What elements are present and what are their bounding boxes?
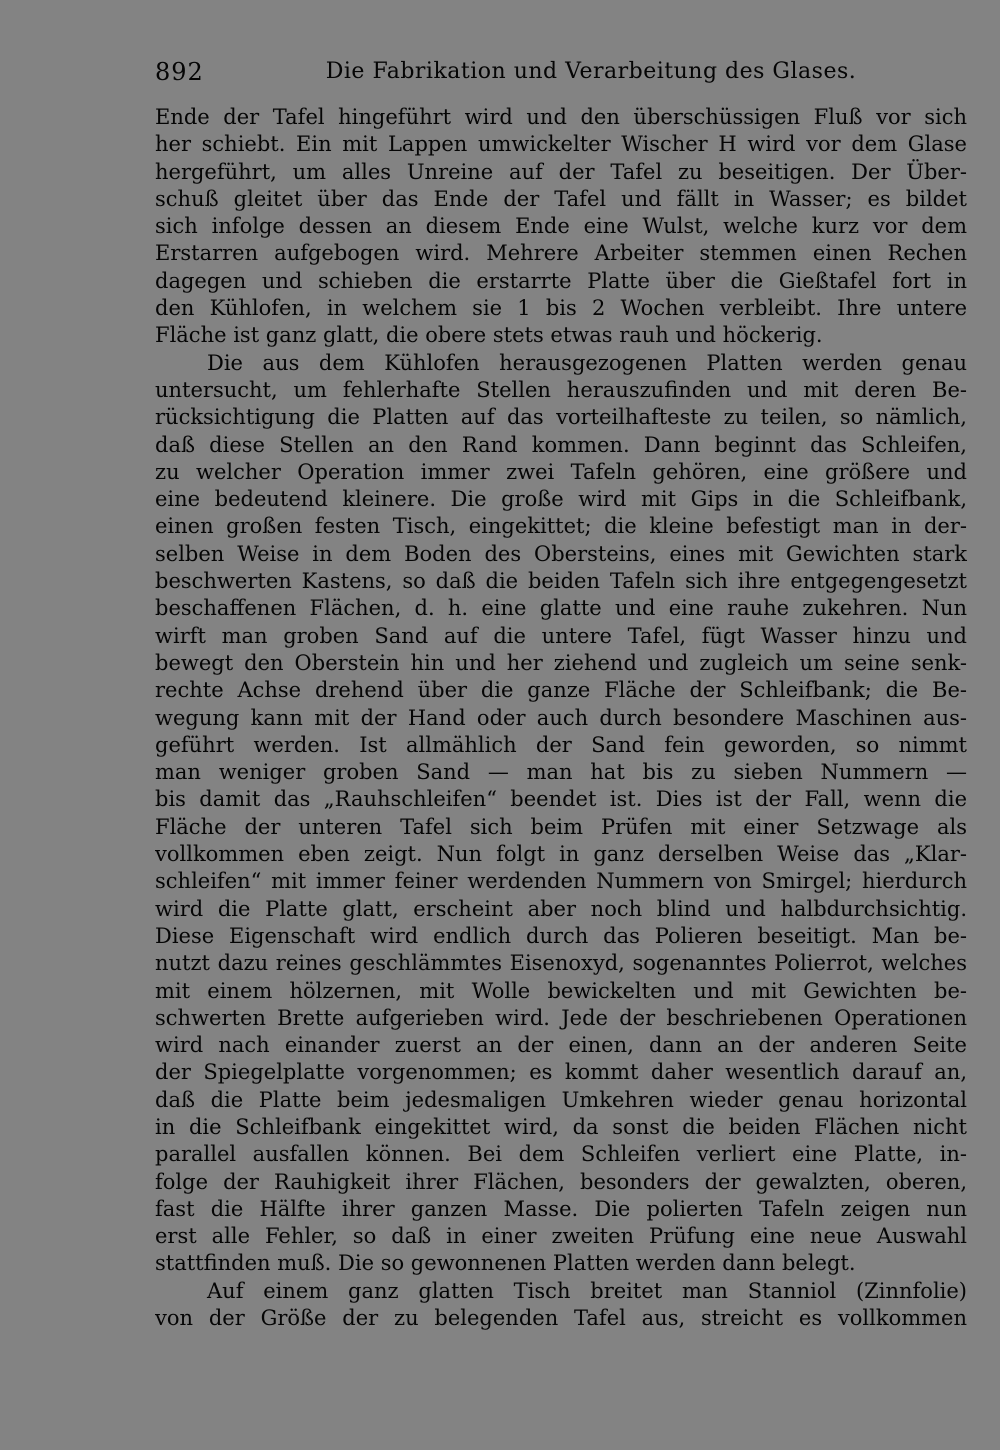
text-line: geführt werden. Ist allmählich der Sand fein geworden, so nimmt	[155, 732, 967, 757]
text-line: beschaffenen Flächen, d. h. eine glatte und eine rauhe zukehren. Nun	[155, 596, 967, 621]
paragraph	[155, 104, 967, 350]
text-line: der Spiegelplatte vorgenommen; es kommt daher wesentlich darauf an,	[155, 1060, 967, 1085]
text-line: vollkommen eben zeigt. Nun folgt in ganz derselben Weise das „Klar-	[155, 842, 967, 867]
text-line: wird nach einander zuerst an der einen, dann an der anderen Seite	[155, 1033, 967, 1058]
text-line: Diese Eigenschaft wird endlich durch das Polieren beseitigt. Man be-	[155, 923, 967, 948]
text-line: man weniger groben Sand — man hat bis zu sieben Nummern —	[155, 760, 967, 785]
document-page	[155, 50, 967, 1332]
text-line: Fläche der unteren Tafel sich beim Prüfen mit einer Setzwage als	[155, 814, 967, 839]
text-line: hergeführt, um alles Unreine auf der Tafel zu beseitigen. Der Über-	[155, 159, 967, 184]
text-line: den Kühlofen, in welchem sie 1 bis 2 Wochen verbleibt. Ihre untere	[155, 296, 967, 321]
text-line: parallel ausfallen können. Bei dem Schleifen verliert eine Platte, in-	[155, 1142, 967, 1167]
text-line: eine bedeutend kleinere. Die große wird mit Gips in die Schleifbank,	[155, 487, 967, 512]
text-line: Ende der Tafel hingeführt wird und den überschüssigen Fluß vor sich	[155, 105, 967, 129]
text-line: in die Schleifbank eingekittet wird, da sonst die beiden Flächen nicht	[155, 1114, 967, 1139]
text-line: Erstarren aufgebogen wird. Mehrere Arbeiter stemmen einen Rechen	[155, 241, 967, 266]
text-line: bis damit das „Rauhschleifen“ beendet ist. Dies ist der Fall, wenn die	[155, 787, 967, 812]
text-line: stattfinden muß. Die so gewonnenen Platten werden dann belegt.	[155, 1251, 856, 1276]
text-line: erst alle Fehler, so daß in einer zweiten Prüfung eine neue Auswahl	[155, 1224, 967, 1249]
text-line: folge der Rauhigkeit ihrer Flächen, besonders der gewalzten, oberen,	[155, 1169, 967, 1194]
text-line: wirft man groben Sand auf die untere Tafel, fügt Wasser hinzu und	[155, 623, 967, 648]
text-line: daß die Platte beim jedesmaligen Umkehren wieder genau horizontal	[155, 1087, 967, 1112]
text-line: schwerten Brette aufgerieben wird. Jede der beschriebenen Operationen	[155, 1005, 967, 1030]
text-line: von der Größe der zu belegenden Tafel aus, streicht es vollkommen	[155, 1306, 967, 1331]
text-line: untersucht, um fehlerhafte Stellen herauszufinden und mit deren Be-	[155, 377, 967, 402]
paragraph	[155, 1278, 967, 1333]
text-line: daß diese Stellen an den Rand kommen. Dann beginnt das Schleifen,	[155, 432, 967, 457]
page-number: 892	[155, 58, 204, 86]
text-line: sich infolge dessen an diesem Ende eine Wulst, welche kurz vor dem	[155, 214, 967, 239]
text-line: Fläche ist ganz glatt, die obere stets etwas rauh und höckerig.	[155, 323, 823, 348]
body-text	[155, 104, 967, 1332]
text-line: Auf einem ganz glatten Tisch breitet man Stanniol (Zinnfolie)	[207, 1278, 967, 1303]
text-line: schleifen“ mit immer feiner werdenden Nummern von Smirgel; hierdurch	[155, 869, 967, 894]
paragraph	[155, 350, 967, 1278]
text-line: mit einem hölzernen, mit Wolle bewickelten und mit Gewichten be-	[155, 978, 967, 1003]
text-line: nutzt dazu reines geschlämmtes Eisenoxyd, sogenanntes Polierrot, welches	[155, 951, 967, 976]
text-line: Die aus dem Kühlofen herausgezogenen Platten werden genau	[207, 350, 967, 375]
text-line: rechte Achse drehend über die ganze Fläche der Schleifbank; die Be-	[155, 678, 967, 703]
text-line: fast die Hälfte ihrer ganzen Masse. Die polierten Tafeln zeigen nun	[155, 1196, 967, 1221]
text-line: bewegt den Oberstein hin und her ziehend und zugleich um seine senk-	[155, 650, 967, 675]
text-line: schuß gleitet über das Ende der Tafel und fällt in Wasser; es bildet	[155, 186, 967, 211]
text-line: einen großen festen Tisch, eingekittet; die kleine befestigt man in der-	[155, 514, 967, 539]
text-line: zu welcher Operation immer zwei Tafeln gehören, eine größere und	[155, 459, 967, 484]
text-line: wird die Platte glatt, erscheint aber noch blind und halbdurchsichtig.	[155, 896, 967, 921]
text-line: her schiebt. Ein mit Lappen umwickelter Wischer H wird vor dem Glase	[155, 132, 967, 157]
text-line: wegung kann mit der Hand oder auch durch besondere Maschinen aus-	[155, 705, 967, 730]
text-line: rücksichtigung die Platten auf das vorteilhafteste zu teilen, so nämlich,	[155, 405, 967, 430]
running-title: Die Fabrikation und Verarbeitung des Glases.	[325, 59, 857, 84]
text-line: beschwerten Kastens, so daß die beiden Tafeln sich ihre entgegengesetzt	[155, 569, 967, 594]
text-line: dagegen und schieben die erstarrte Platte über die Gießtafel fort in	[155, 268, 967, 293]
text-line: selben Weise in dem Boden des Obersteins, eines mit Gewichten stark	[155, 541, 967, 566]
page-header	[155, 50, 967, 94]
